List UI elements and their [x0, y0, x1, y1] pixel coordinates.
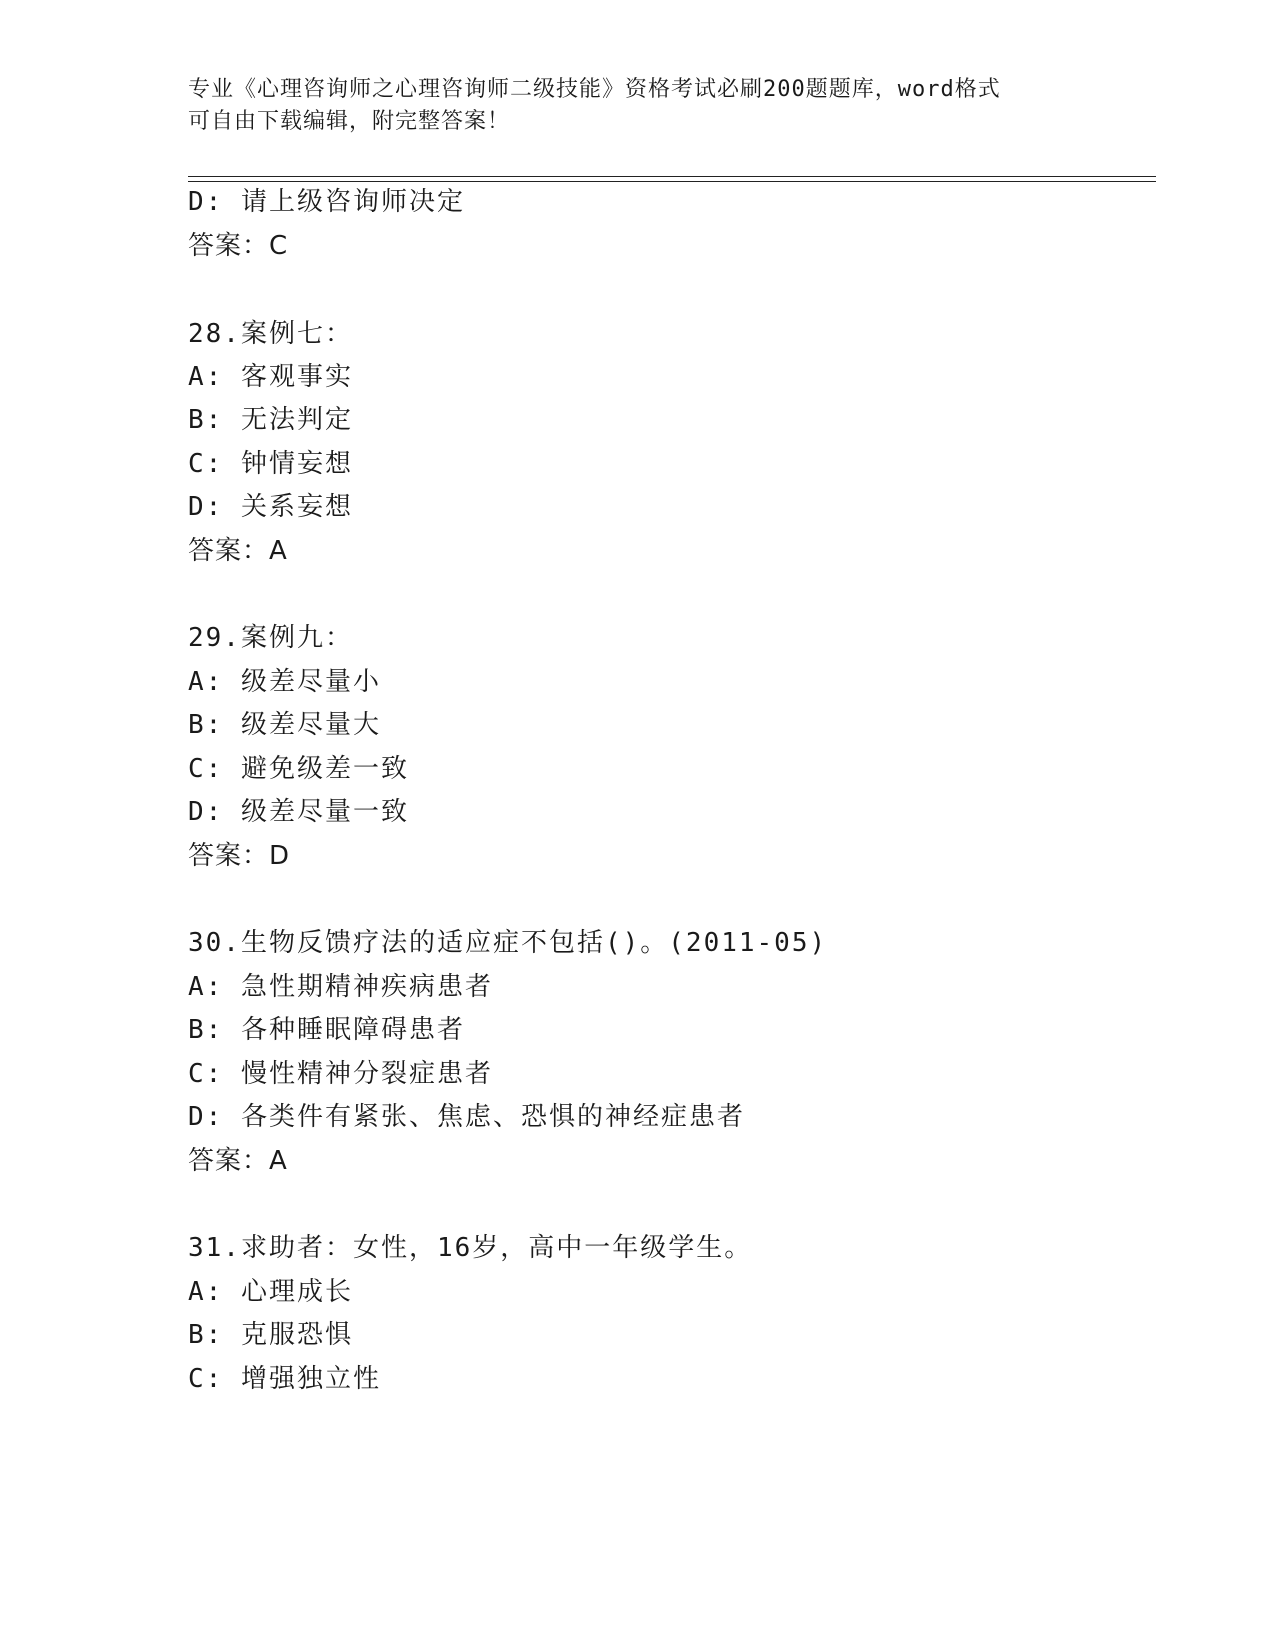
question-31-option-a: A: 心理成长	[188, 1277, 353, 1307]
question-31-option-b: B: 克服恐惧	[188, 1320, 353, 1350]
question-30-answer: 答案：A	[188, 1146, 288, 1176]
prev-option-d: D: 请上级咨询师决定	[188, 187, 465, 217]
question-30-option-c: C: 慢性精神分裂症患者	[188, 1059, 493, 1089]
question-31-stem: 31.求助者：女性，16岁，高中一年级学生。	[188, 1233, 753, 1263]
question-29-option-d: D: 级差尽量一致	[188, 797, 409, 827]
question-28-answer: 答案：A	[188, 536, 288, 566]
question-29-stem: 29.案例九：	[188, 623, 353, 653]
question-28-option-b: B: 无法判定	[188, 405, 353, 435]
prev-answer: 答案：C	[188, 231, 289, 261]
header-rule-top	[188, 176, 1156, 177]
question-30-option-d: D: 各类件有紧张、焦虑、恐惧的神经症患者	[188, 1102, 745, 1132]
question-28-option-d: D: 关系妄想	[188, 492, 353, 522]
question-29-option-c: C: 避免级差一致	[188, 754, 409, 784]
question-28-stem: 28.案例七：	[188, 319, 353, 349]
question-28-option-c: C: 钟情妄想	[188, 449, 353, 479]
question-30-stem: 30.生物反馈疗法的适应症不包括()。(2011-05)	[188, 928, 828, 958]
question-30-option-b: B: 各种睡眠障碍患者	[188, 1015, 465, 1045]
header-line-1: 专业《心理咨询师之心理咨询师二级技能》资格考试必刷200题题库，word格式	[188, 77, 1001, 102]
question-31-option-c: C: 增强独立性	[188, 1364, 381, 1394]
question-29-option-b: B: 级差尽量大	[188, 710, 381, 740]
header-rule-bottom	[188, 181, 1156, 182]
question-29-answer: 答案：D	[188, 841, 291, 871]
question-28-option-a: A: 客观事实	[188, 362, 353, 392]
question-30-option-a: A: 急性期精神疾病患者	[188, 972, 493, 1002]
question-29-option-a: A: 级差尽量小	[188, 667, 381, 697]
header-line-2: 可自由下载编辑，附完整答案！	[188, 109, 511, 134]
document-header	[188, 74, 1088, 138]
